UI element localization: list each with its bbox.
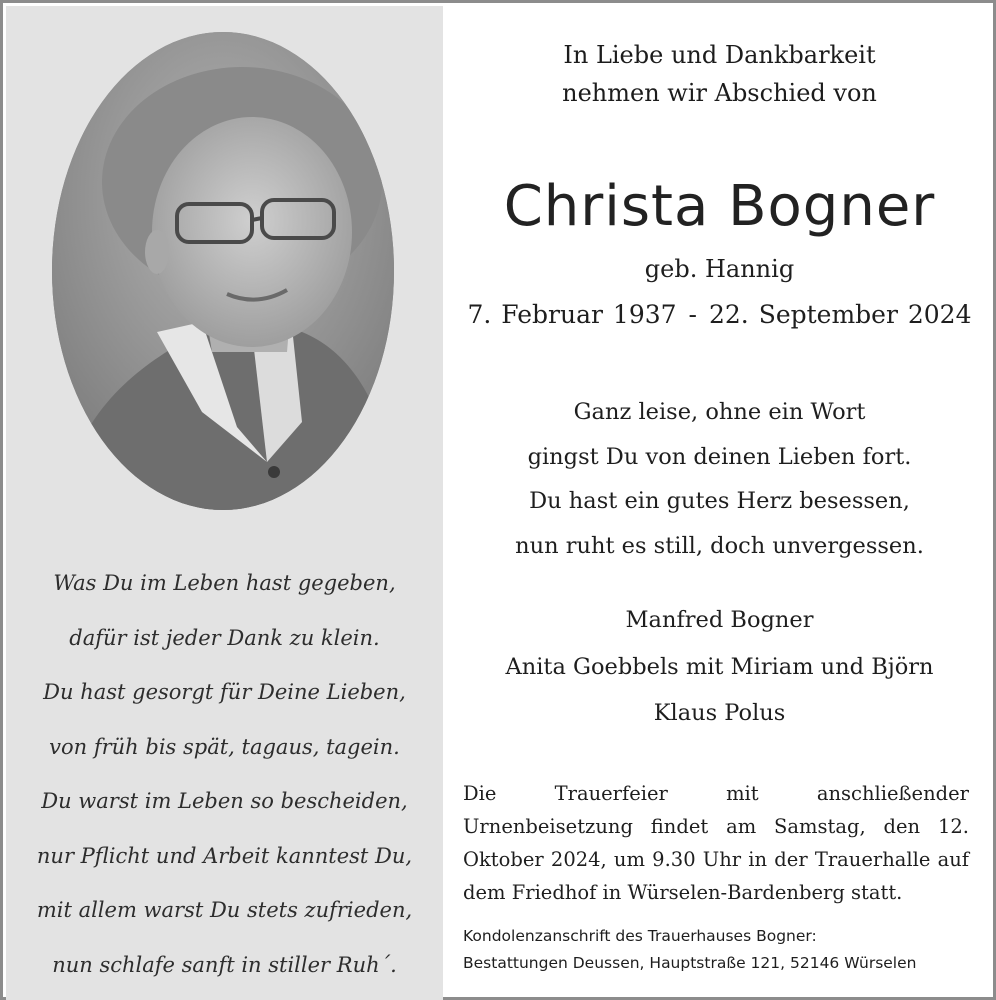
verse-line: Du hast ein gutes Herz besessen, [529,488,910,514]
intro-line: In Liebe und Dankbarkeit [563,41,876,69]
verse-line: Ganz leise, ohne ein Wort [573,399,866,425]
verse-line: nun ruht es still, doch unvergessen. [515,532,924,559]
poem-line: mit allem warst Du stets zufrieden, [36,898,413,922]
portrait-illustration [52,32,394,510]
condolence-line: Kondolenzanschrift des Trauerhauses Bogner: [463,927,817,945]
poem-line: Du hast gesorgt für Deine Lieben, [43,680,406,704]
date-of-birth: 7. Februar 1937 [467,300,677,329]
poem-line: dafür ist jeder Dank zu klein. [69,625,380,650]
intro-line: nehmen wir Abschied von [562,79,877,107]
life-dates [443,297,996,333]
left-panel [6,6,443,1000]
poem-line: nur Pflicht und Arbeit kanntest Du, [36,843,413,868]
left-poem [6,556,443,992]
poem-line: Du warst im Leben so bescheiden, [41,789,408,813]
mourners-list [443,597,996,737]
portrait-photo [52,32,394,510]
date-separator: - [688,300,697,329]
poem-line: nun schlafe sanft in stiller Ruh´. [52,952,397,977]
poem-line: von früh bis spät, tagaus, tagein. [49,734,400,759]
intro-text [443,36,996,112]
mourner-name: Manfred Bogner [625,607,814,633]
ceremony-details: Die Trauerfeier mit anschließender Urnenbeisetzung findet am Samstag, den 12. Oktober 2024, um 9.30 Uhr in der Trauerhalle auf dem Friedhof in Würselen-Bardenberg statt. [463,782,969,904]
mourner-name: Anita Goebbels mit Miriam und Björn [505,653,934,680]
condolence-address [463,923,983,977]
right-panel [443,6,996,1000]
mourner-name: Klaus Polus [653,700,786,726]
date-of-death: 22. September 2024 [709,300,972,329]
verse [443,390,996,568]
birth-name: geb. Hannig [644,255,795,283]
verse-line: gingst Du von deinen Lieben fort. [527,443,912,470]
condolence-line: Bestattungen Deussen, Hauptstraße 121, 52146 Würselen [463,954,917,972]
poem-line: Was Du im Leben hast gegeben, [53,571,396,595]
deceased-name: Christa Bogner [503,174,936,239]
